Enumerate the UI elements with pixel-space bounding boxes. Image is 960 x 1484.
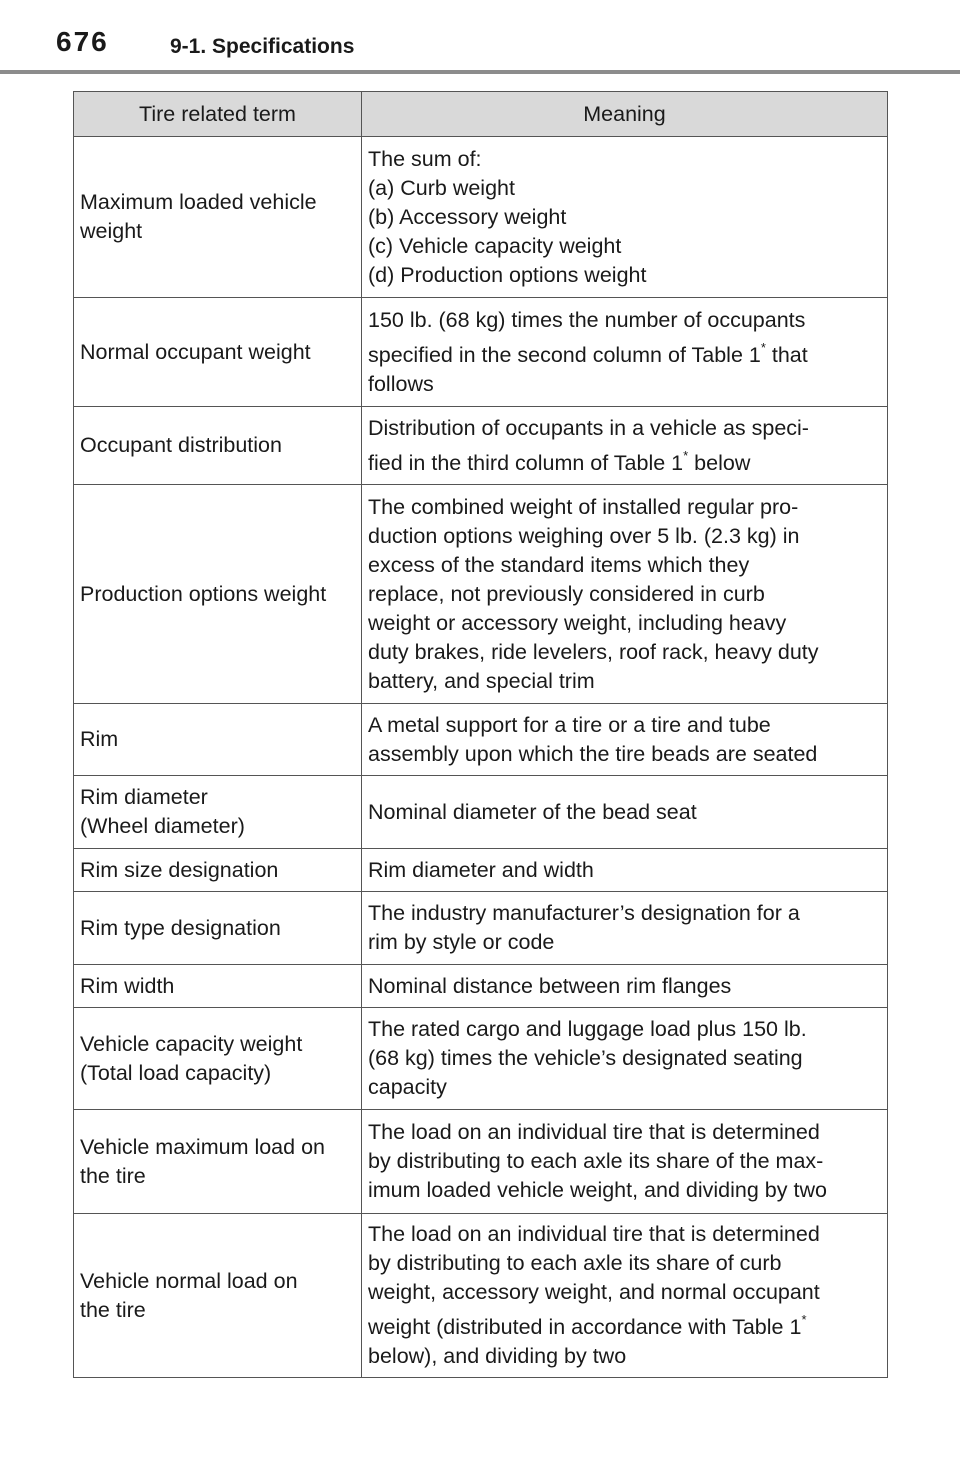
meaning-text: (d) Production options weight (368, 262, 647, 287)
table-row (74, 776, 888, 849)
meaning-text: Distribution of occupants in a vehicle as speci- (368, 415, 809, 440)
meaning-cell (362, 849, 888, 892)
meaning-text: The industry manufacturer’s designation for a (368, 901, 800, 925)
meaning-text: assembly upon which the tire beads are seated (368, 741, 818, 766)
term-text: the tire (80, 1163, 146, 1188)
meaning-text: duty brakes, ride levelers, roof rack, heavy duty (368, 639, 819, 664)
table-row (74, 965, 888, 1008)
meaning-text: capacity (368, 1075, 447, 1099)
meaning-text: below), and dividing by two (368, 1344, 627, 1368)
footnote-marker: * (801, 1312, 807, 1327)
section-title: 9-1. Specifications (170, 35, 355, 58)
term-text: Vehicle capacity weight (80, 1031, 303, 1056)
meaning-text: Nominal diameter of the bead seat (368, 799, 697, 824)
table-row (74, 137, 888, 298)
footnote-marker: * (760, 339, 766, 355)
term-cell (74, 407, 362, 485)
term-cell (74, 485, 362, 704)
table-row (74, 849, 888, 892)
meaning-text: weight (distributed in accordance with Table 1 (368, 1315, 802, 1339)
term-text: weight (80, 219, 143, 243)
meaning-text: Nominal distance between rim flanges (368, 973, 732, 998)
meaning-cell (362, 1110, 888, 1214)
term-cell (74, 849, 362, 892)
term-text: Occupant distribution (80, 433, 282, 457)
meaning-cell (362, 892, 888, 965)
meaning-cell (362, 1008, 888, 1110)
meaning-text: The sum of: (368, 146, 482, 171)
term-text: Rim (80, 727, 119, 751)
table-row (74, 485, 888, 704)
meaning-text: (c) Vehicle capacity weight (368, 233, 622, 258)
table-row (74, 704, 888, 776)
term-text: Rim type designation (80, 915, 281, 940)
meaning-cell (362, 298, 888, 407)
meaning-text: weight, accessory weight, and normal occupant (368, 1280, 820, 1304)
meaning-text: by distributing to each axle its share of curb (368, 1251, 782, 1275)
meaning-text: that (765, 342, 808, 367)
meaning-text: The rated cargo and luggage load plus 150 lb. (368, 1017, 807, 1041)
term-text: Rim size designation (80, 857, 279, 882)
meaning-text-with-footnote (368, 1313, 882, 1342)
meaning-text-with-footnote (368, 341, 882, 370)
term-cell (74, 704, 362, 776)
meaning-cell (362, 965, 888, 1008)
term-cell (74, 1110, 362, 1214)
meaning-text: specified in the second column of Table 1 (368, 342, 761, 367)
term-text: Vehicle maximum load on (80, 1134, 325, 1159)
meaning-text: by distributing to each axle its share of the max- (368, 1149, 824, 1173)
meaning-cell (362, 407, 888, 485)
meaning-text: rim by style or code (368, 930, 555, 954)
meaning-text: follows (368, 371, 434, 396)
term-cell (74, 776, 362, 849)
meaning-cell (362, 704, 888, 776)
term-text: Production options weight (80, 581, 327, 606)
meaning-text: battery, and special trim (368, 668, 595, 693)
meaning-text: weight or accessory weight, including heavy (368, 610, 787, 635)
table-header-row (74, 92, 888, 137)
table-row (74, 407, 888, 485)
meaning-text: (68 kg) times the vehicle’s designated seating (368, 1046, 803, 1070)
tire-terms-table (73, 91, 888, 1378)
header-divider (0, 70, 960, 74)
term-text: Normal occupant weight (80, 339, 311, 364)
meaning-cell (362, 1214, 888, 1378)
term-text: the tire (80, 1297, 146, 1322)
meaning-text: replace, not previously considered in curb (368, 581, 765, 606)
table-row (74, 892, 888, 965)
term-text: (Wheel diameter) (80, 814, 245, 838)
meaning-text: below (688, 450, 751, 475)
term-text: Maximum loaded vehicle (80, 190, 317, 214)
meaning-cell (362, 485, 888, 704)
meaning-text: (a) Curb weight (368, 175, 515, 200)
term-text: (Total load capacity) (80, 1060, 272, 1085)
meaning-text: The combined weight of installed regular pro- (368, 494, 799, 519)
term-text: Rim diameter (80, 785, 208, 809)
term-cell (74, 1214, 362, 1378)
table-row (74, 1214, 888, 1378)
term-cell (74, 298, 362, 407)
meaning-text: 150 lb. (68 kg) times the number of occupants (368, 307, 806, 332)
meaning-text: The load on an individual tire that is determined (368, 1120, 820, 1144)
page-header (0, 0, 960, 78)
meaning-text: A metal support for a tire or a tire and tube (368, 712, 771, 737)
meaning-text: imum loaded vehicle weight, and dividing by two (368, 1178, 827, 1202)
meaning-cell (362, 776, 888, 849)
meaning-text: Rim diameter and width (368, 857, 594, 882)
page-number: 676 (56, 26, 109, 57)
term-cell (74, 137, 362, 298)
table-row (74, 1110, 888, 1214)
term-text: Vehicle normal load on (80, 1268, 298, 1293)
term-cell (74, 965, 362, 1008)
column-header-term: Tire related term (74, 92, 362, 137)
table-row (74, 1008, 888, 1110)
meaning-text: excess of the standard items which they (368, 552, 750, 577)
meaning-cell (362, 137, 888, 298)
meaning-text: fied in the third column of Table 1 (368, 450, 684, 475)
meaning-text: duction options weighing over 5 lb. (2.3 kg) in (368, 523, 800, 548)
meaning-text: (b) Accessory weight (368, 204, 567, 229)
term-cell (74, 1008, 362, 1110)
table-row (74, 298, 888, 407)
footnote-marker: * (683, 447, 689, 463)
meaning-text-with-footnote (368, 449, 882, 478)
term-text: Rim width (80, 973, 175, 998)
term-cell (74, 892, 362, 965)
meaning-text: The load on an individual tire that is determined (368, 1222, 820, 1246)
column-header-meaning: Meaning (362, 92, 888, 137)
